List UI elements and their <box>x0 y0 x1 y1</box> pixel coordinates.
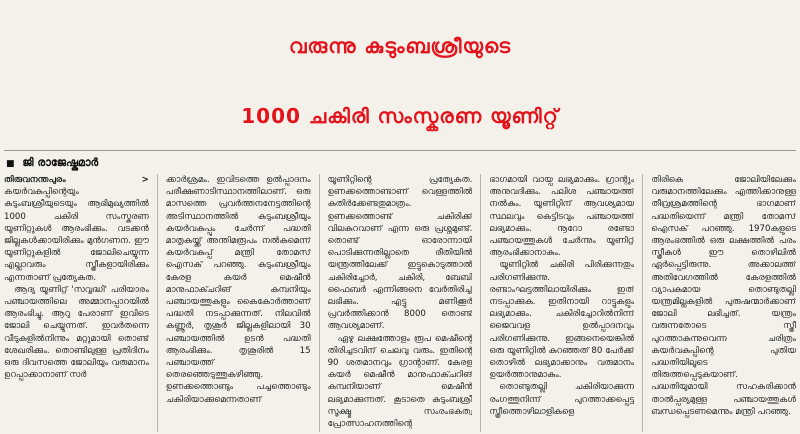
article-body <box>4 174 796 432</box>
article-paragraph: യൂണിറ്റിന്റെ പ്രത്യേകത. ഉണക്കത്തൊണ്ടാണ് വെള്ളത്തിൽ കുതിർക്കേണ്ടതുമാത്രം. ഉണക്കത്തൊണ്ട് ചകിരിക്ക് വിലകുറവാണ് എന്ന ഒരു പ്രശ്നമുണ്ട്. തൊണ്ട് ഓരോന്നായി പൊടിക്കുന്നതില്ലാതെ രീതിയിൽ യന്ത്രത്തിലേക്ക് ഇട്ടുകൊടുത്താൽ ചകിരിച്ചോർ, ചകിരി, ബേബി ഫൈബർ എന്നിങ്ങനെ വേർതിരിച്ച് ലഭിക്കും. എട്ടു മണിക്കൂർ പ്രവർത്തിക്കാൻ 8000 തൊണ്ട് ആവശ്യമാണ്. <box>327 175 473 332</box>
article-paragraph: ഭാഗമായി വായ്പ ലഭ്യമാക്കും. ഗ്രാന്റും അനുവദിക്കും. പലിശ പഞ്ചായത്ത് നൽകും. യൂണിറ്റിന് ആവശ്യമായ സ്ഥലവും കെട്ടിടവും പഞ്ചായത്ത് ലഭ്യമാക്കും. നൂറോ രണ്ടോ പഞ്ചായത്തുകൾ ചേർന്നും യൂണിറ്റ് ആരംഭിക്കാനാകും. <box>489 175 635 259</box>
article-paragraph: ആദ്യ യൂണിറ്റ് 'സവൃദ്ധി' പരിയാരം പഞ്ചായത്തിലെ അമ്മാനപ്പാറയിൽ ആരംഭിച്ചു. ആറു പേരാണ് ഇവിടെ ജോലി ചെയ്യുന്നത്. ഇവർതന്നെ വീടുകളിൽനിന്നും മറ്റുമായി തൊണ്ട് ശേഖരിക്കും. തൊണ്ടിലുള്ള പ്രതിദിനം ഒരു ദിവസത്തെ ജോലിയും വരുമാനം ഉറപ്പാക്കാനാണ് സർ <box>4 284 149 381</box>
byline <box>6 156 98 170</box>
article-paragraph: തൊണ്ടുതല്ലി ചകിരിയാക്കുന്ന രംഗത്തുനിന്ന് പുറത്താക്കപ്പെട്ട സ്ത്രീത്തൊഴിലാളികളെ <box>489 382 635 417</box>
headline-line-1: വരുന്നു കുടുംബശ്രീയുടെ <box>288 34 511 58</box>
column-divider <box>642 174 643 432</box>
article-column-3 <box>328 174 473 432</box>
article-paragraph: ക്കാർശ്രമം. ഇവിടത്തെ ഉൽപ്പാദനം പരീക്ഷണാടിസ്ഥാനത്തിലാണ്. ഒരു മാസത്തെ പ്രവർത്തനനേട്ടത്തിന്റെ അടിസ്ഥാനത്തിൽ കുടുംബശ്രീയും കയർവകുപ്പും ചേർന്ന് പദ്ധതി മാതൃകയ്ക്ക് അന്തിമരൂപം നൽകുമെന്ന് കയർവകുപ്പ് മന്ത്രി തോമസ് ഐസക് പറഞ്ഞു. കുടുംബശ്രീയും കേരള കയർ മെഷീൻ മാനുഫാക്ചറിങ് കമ്പനിയും പഞ്ചായത്തുകളും കൈകോർത്താണ് പദ്ധതി നടപ്പാക്കുന്നത്. നിലവിൽ കണ്ണൂർ, തൃശൂർ ജില്ലകളിലായി 30 പഞ്ചായത്തിൽ ഉടൻ പദ്ധതി ആരംഭിക്കും. തൃശൂരിൽ 15 പഞ്ചായത്ത് തെരഞ്ഞെടുത്തുകഴിഞ്ഞു. ഉണക്കത്തൊണ്ടും പച്ചത്തൊണ്ടും ചകിരിയാക്കുമെന്നതാണ് <box>165 175 311 405</box>
article-column-1 <box>4 174 149 432</box>
headline-line-2: 1000 ചകിരി സംസ്കരണ യൂണിറ്റ് <box>241 104 559 128</box>
byline-square-icon: ■ <box>6 159 15 169</box>
article-paragraph: യൂണിറ്റിൽ ചകിരി പിരിക്കുന്നതും പരിഗണിക്കുന്നു. രണ്ടാംഘട്ടത്തിലായിരിക്കും ഇത് നടപ്പാക്കുക. ഇതിനായി റാട്ടുകളും ലഭ്യമാക്കും. ചകിരിച്ചോറിൽനിന്ന് ജൈവവള ഉൽപ്പാദനവും പരിഗണിക്കുന്നു. ഇങ്ങനെയെങ്കിൽ ഒരു യൂണിറ്റിൽ കുറഞ്ഞത് 80 പേർക്ക് തൊഴിൽ ലഭ്യമാക്കാനും വരുമാനം ഉയർത്താനുമാകും. <box>489 260 635 381</box>
column-divider <box>157 174 158 432</box>
article-column-2 <box>166 174 311 432</box>
column-divider <box>480 174 481 432</box>
article-column-4 <box>489 174 634 432</box>
article-paragraph: ഏഴു ലക്ഷത്തോളം രൂപ മെഷീന്റെ തിരിച്ചടവിന് ചെലവു വരും. ഇതിന്റെ 90 ശതമാനവും ഗ്രാന്റാണ്. കേരള കയർ മെഷീൻ മാനുഫാക്ചറിങ് കമ്പനിയാണ് മെഷീൻ ലഭ്യമാക്കുന്നത്. കൂടാതെ കുടുംബശ്രീ സൂക്ഷ്മ സംരംഭകത്വ പ്രോത്സാഹനത്തിന്റെ <box>327 333 473 430</box>
dateline: തിരുവനന്തപുരം > <box>4 175 149 185</box>
column-divider <box>319 174 320 432</box>
article-paragraph: തിരുവനന്തപുരം > കയർവകുപ്പിന്റെയും കുടുംബശ്രീയുടെയും ആഭിമുഖ്യത്തിൽ 1000 ചകിരി സംസ്കരണ യൂണിറ്റുകൾ ആരംഭിക്കും. വടക്കൻ ജില്ലകൾക്കായിരിക്കും മുൻഗണന. ഈ യൂണിറ്റുകളിൽ ജോലിചെയ്യുന്ന എല്ലാവരും സ്ത്രീകളായിരിക്കും എന്നതാണ് പ്രത്യേകത. <box>4 175 149 283</box>
headline-divider <box>4 150 796 151</box>
byline-author: ജി രാജേഷ്കുമാർ <box>22 156 99 169</box>
article-paragraph: തിരികെ ജോലിയിലേക്കും വരുമാനത്തിലേക്കും എത്തിക്കാനുള്ള തീവ്രശ്രമത്തിന്റെ ഭാഗമാണ് പദ്ധതിയെന്ന് മന്ത്രി തോമസ് ഐസക് പറഞ്ഞു. 1970കളുടെ ആരംഭത്തിൽ ഒരു ലക്ഷത്തിൽ പരം സ്ത്രീകൾ ഈ തൊഴിലിൽ ഏർപ്പെട്ടിരുന്നു. അക്കാലത്ത് അതിവേഗത്തിൽ കേരളത്തിൽ വ്യാപകമായ തൊണ്ടുതല്ലി യന്ത്രമില്ലകളിൽ പുരുഷന്മാർക്കാണ് ജോലി ലഭിച്ചത്. യന്ത്രം വരുന്നതോടെ സ്ത്രീ പുറത്താകുന്നുവെന്ന ചരിത്രം കയർവകുപ്പിന്റെ പുതിയ പദ്ധതിയിലൂടെ തിരുത്തപ്പെടുകയാണ്. പദ്ധതിയുമായി സഹകരിക്കാൻ താൽപ്പര്യമുള്ള പഞ്ചായത്തുകൾ ബന്ധപ്പെടണമെന്നും മന്ത്രി പറഞ്ഞു. <box>651 175 796 417</box>
article-column-5 <box>651 174 796 432</box>
